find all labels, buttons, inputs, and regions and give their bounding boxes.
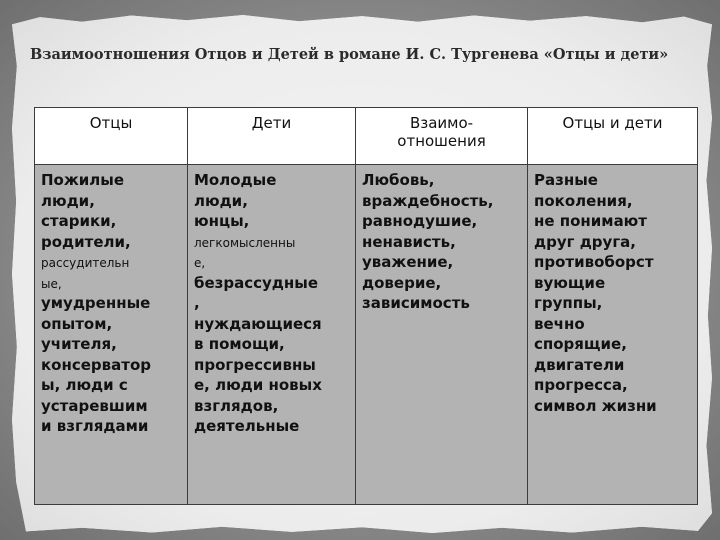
- page-title: Взаимоотношения Отцов и Детей в романе И. С. Тургенева «Отцы и дети»: [30, 46, 669, 63]
- header-fathers: Отцы: [35, 108, 188, 165]
- cell-fathers-text-small: рассудительн ые,: [41, 256, 130, 291]
- cell-children-text-small: легкомысленны е,: [194, 235, 296, 270]
- header-children: Дети: [188, 108, 356, 165]
- cell-children: [188, 165, 356, 505]
- cell-fathers-text-2: умудренные опытом, учителя, консерватор ы, люди с устаревшим и взглядами: [41, 294, 152, 435]
- cell-fathers: [35, 165, 188, 505]
- table-header-row: [35, 108, 698, 165]
- cell-children-text-1: Молодые люди, юнцы,: [194, 171, 277, 230]
- comparison-table: [34, 107, 698, 505]
- cell-fathers-and-children: Разные поколения, не понимают друг друга, противоборст вующие группы, вечно спорящие, двигатели прогресса, символ жизни: [528, 165, 698, 505]
- cell-children-text-2: безрассудные , нуждающиеся в помощи, прогрессивны е, люди новых взглядов, деятельные: [194, 273, 322, 435]
- table-row: [35, 165, 698, 505]
- cell-fathers-text-1: Пожилые люди, старики, родители,: [41, 171, 131, 251]
- cell-relations: Любовь, враждебность, равнодушие, ненависть, уважение, доверие, зависимость: [356, 165, 528, 505]
- header-relations: Взаимо- отношения: [356, 108, 528, 165]
- header-fathers-and-children: Отцы и дети: [528, 108, 698, 165]
